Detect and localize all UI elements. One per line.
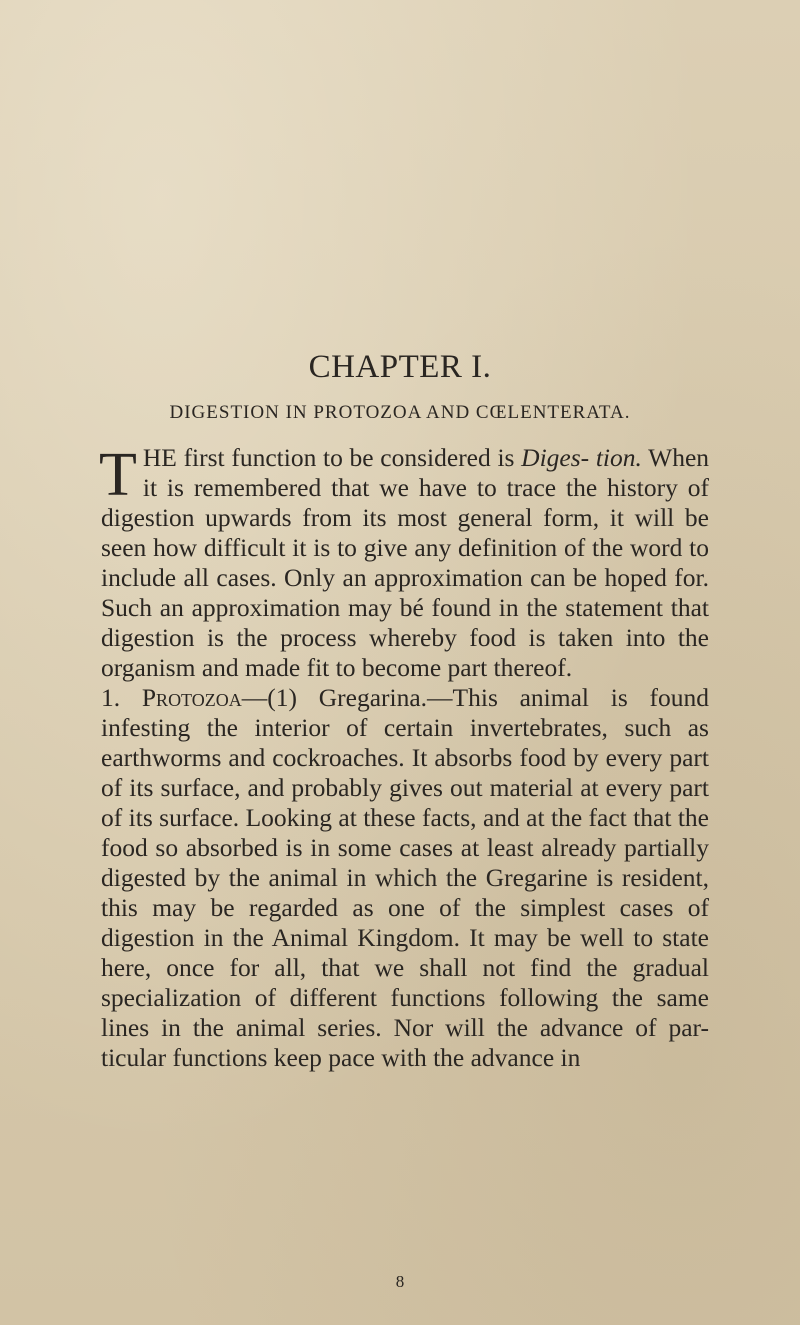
section-text: —This animal is found infesting the interior of certain invertebrates, such as earthworms and cockroaches. It absorbs food by every part of its surface, and probably gives out material at every part of its surface. Looking at these facts, and at the fact that the food so absorbed is in some cases at least already partially digested by the animal in which the Gregarine is resident, this may be regarded as one of the simplest cases of digestion in the Animal Kingdom. It may be well to state here, once for all, that we shall not find the gradual specialization of different functions following the same lines in the animal series. Nor will the advance of par- ticular functions keep pace with the advance in [101, 683, 709, 1072]
chapter-subtitle: DIGESTION IN PROTOZOA AND CŒLENTERATA. [169, 402, 631, 423]
page-number: 8 [395, 1272, 405, 1291]
section-subheading: —(1) Gregarina. [241, 683, 428, 712]
intro-paragraph [101, 443, 709, 683]
intro-rest: When it is remembered that we have to trace the history of digestion upwards from its most general form, it will be seen how difficult it is to give any definition of the word to include all cases. Only an approximation can be hoped for. Such an approximation may bé found in the statement that digestion is the process whereby food is taken into the organism and made fit to become part thereof. [101, 443, 710, 682]
intro-text: first function to be considered is [176, 443, 522, 472]
section-heading: Protozoa [141, 683, 242, 712]
chapter-title: CHAPTER I. [308, 349, 492, 385]
body-text [101, 443, 709, 1073]
drop-cap: T [99, 441, 137, 509]
section-paragraph [101, 683, 709, 1073]
italic-term: Diges- tion. [521, 443, 642, 472]
opening-caps: HE [142, 443, 177, 472]
section-number: 1. [101, 683, 142, 712]
